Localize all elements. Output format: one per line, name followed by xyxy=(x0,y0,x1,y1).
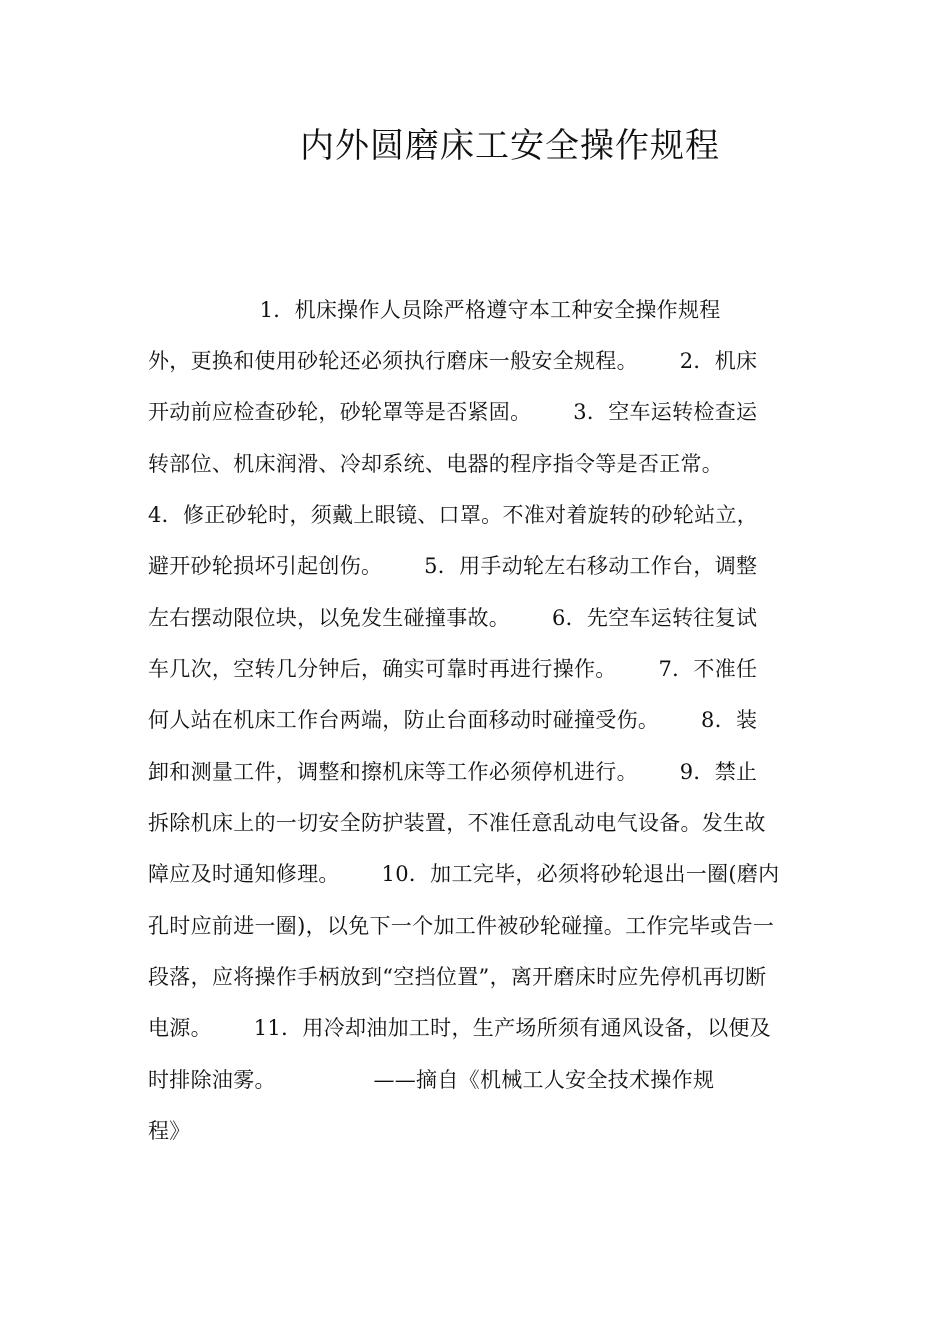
body-line: 开动前应检查砂轮，砂轮罩等是否紧固。 3．空车运转检查运 xyxy=(148,400,758,424)
body-line: 卸和测量工件，调整和擦机床等工作必须停机进行。 9．禁止 xyxy=(148,760,758,784)
document-title: 内外圆磨床工安全操作规程 xyxy=(300,126,720,166)
body-line: 电源。 11．用冷却油加工时，生产场所须有通风设备，以便及 xyxy=(148,1016,771,1040)
body-line: 1．机床操作人员除严格遵守本工种安全操作规程 xyxy=(148,298,721,322)
body-line: 左右摆动限位块，以免发生碰撞事故。 6．先空车运转往复试 xyxy=(148,606,758,630)
body-line: 外，更换和使用砂轮还必须执行磨床一般安全规程。 2．机床 xyxy=(148,349,758,373)
body-line: 时排除油雾。 ——摘自《机械工人安全技术操作规 xyxy=(148,1068,715,1092)
body-line: 4．修正砂轮时，须戴上眼镜、口罩。不准对着旋转的砂轮站立， xyxy=(148,503,759,527)
body-line: 拆除机床上的一切安全防护装置，不准任意乱动电气设备。发生故 xyxy=(148,811,766,835)
body-line: 何人站在机床工作台两端，防止台面移动时碰撞受伤。 8．装 xyxy=(148,708,758,732)
body-line: 段落，应将操作手柄放到“空挡位置”，离开磨床时应先停机再切断 xyxy=(148,965,767,989)
body-line: 程》 xyxy=(148,1119,191,1143)
body-line: 孔时应前进一圈)，以免下一个加工件被砂轮碰撞。工作完毕或告一 xyxy=(148,914,775,938)
body-line: 障应及时通知修理。 10．加工完毕，必须将砂轮退出一圈(磨内 xyxy=(148,862,780,886)
body-line: 避开砂轮损坏引起创伤。 5．用手动轮左右移动工作台，调整 xyxy=(148,554,758,578)
body-line: 车几次，空转几分钟后，确实可靠时再进行操作。 7．不准任 xyxy=(148,657,758,681)
body-line: 转部位、机床润滑、冷却系统、电器的程序指令等是否正常。 xyxy=(148,452,724,476)
